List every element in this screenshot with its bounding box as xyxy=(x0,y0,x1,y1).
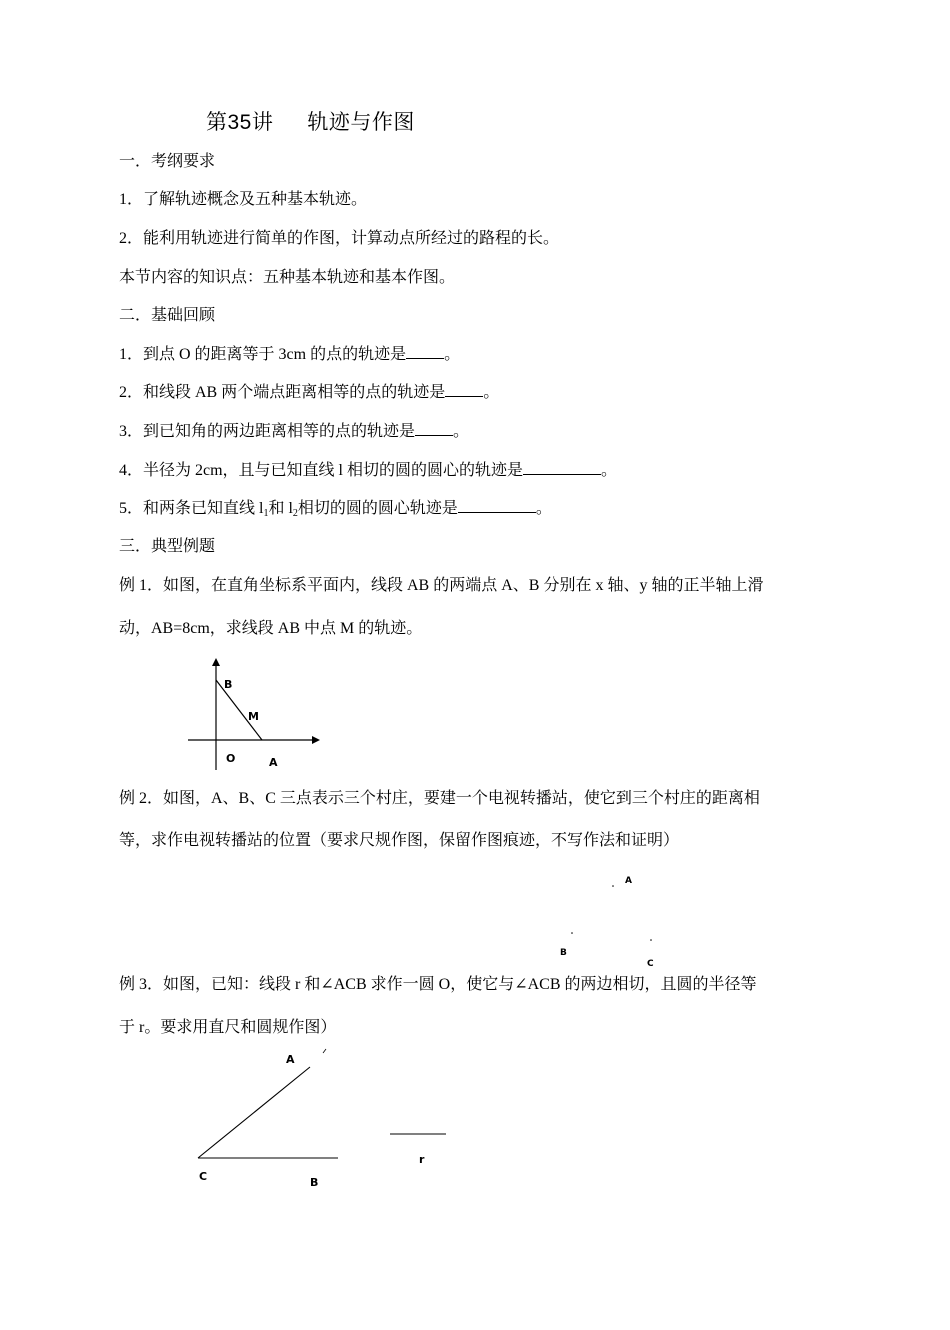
y-axis-arrow xyxy=(212,658,220,666)
review-question-2: 2．和线段 AB 两个端点距离相等的点的轨迹是 。 xyxy=(119,384,500,401)
label-o: O xyxy=(226,752,236,765)
lecture-number: 第35讲 xyxy=(206,111,274,134)
answer-blank xyxy=(523,460,601,475)
label-b: B xyxy=(224,678,233,691)
label-a: A xyxy=(269,756,278,769)
angle-label-b: B xyxy=(310,1176,319,1189)
example1-text-line1: 例 1．如图，在直角坐标系平面内，线段 AB 的两端点 A、B 分别在 x 轴、y 轴的正半轴上滑 xyxy=(119,577,764,594)
answer-blank xyxy=(415,421,453,436)
syllabus-item-2: 2．能利用轨迹进行简单的作图，计算动点所经过的路程的长。 xyxy=(119,230,560,247)
syllabus-item-1: 1．了解轨迹概念及五种基本轨迹。 xyxy=(119,191,368,208)
village-b-point xyxy=(571,932,573,934)
answer-blank xyxy=(458,498,536,513)
review-question-4: 4．半径为 2cm，且与已知直线 l 相切的圆的圆心的轨迹是 。 xyxy=(119,462,618,479)
village-b-label: B xyxy=(560,948,567,958)
lecture-topic: 轨迹与作图 xyxy=(307,111,415,134)
review-question-1: 1．到点 O 的距离等于 3cm 的点的轨迹是 。 xyxy=(119,346,461,363)
review-question-3: 3．到已知角的两边距离相等的点的轨迹是 。 xyxy=(119,423,470,440)
ray-ca xyxy=(198,1067,310,1158)
section1-note: 本节内容的知识点：五种基本轨迹和基本作图。 xyxy=(119,269,456,286)
example2-figure xyxy=(550,868,670,972)
page-title xyxy=(206,106,415,136)
review-question-5: 5．和两条已知直线 $l_1$和 $l_2$相切的圆的圆心轨迹是 。 xyxy=(119,500,552,519)
answer-blank xyxy=(406,344,444,359)
example2-text-line1: 例 2．如图，A、B、C 三点表示三个村庄，要建一个电视转播站，使它到三个村庄的距离相 xyxy=(119,790,760,807)
example3-figure xyxy=(190,1045,460,1195)
section1-heading: 一．考纲要求 xyxy=(119,153,216,170)
village-c-label: C xyxy=(647,959,654,969)
village-a-point xyxy=(612,885,614,887)
section3-heading: 三．典型例题 xyxy=(119,538,216,555)
section2-heading: 二．基础回顾 xyxy=(119,307,216,324)
x-axis-arrow xyxy=(312,736,320,744)
example3-text-line2: 于 r。要求用直尺和圆规作图） xyxy=(119,1019,337,1036)
angle-label-c: C xyxy=(199,1170,208,1183)
example1-figure xyxy=(180,652,330,777)
tick-mark xyxy=(323,1049,326,1053)
label-m: M xyxy=(248,710,259,723)
example2-text-line2: 等，求作电视转播站的位置（要求尺规作图，保留作图痕迹，不写作法和证明） xyxy=(119,832,680,849)
answer-blank xyxy=(445,382,483,397)
segment-r-label: r xyxy=(419,1153,425,1166)
village-a-label: A xyxy=(625,876,632,886)
example3-text-line1: 例 3．如图，已知：线段 r 和∠ACB 求作一圆 O，使它与∠ACB 的两边相切，且圆的半径等 xyxy=(119,976,757,993)
example1-text-line2: 动，AB=8cm，求线段 AB 中点 M 的轨迹。 xyxy=(119,620,423,637)
village-c-point xyxy=(650,939,652,941)
angle-label-a: A xyxy=(286,1053,295,1066)
